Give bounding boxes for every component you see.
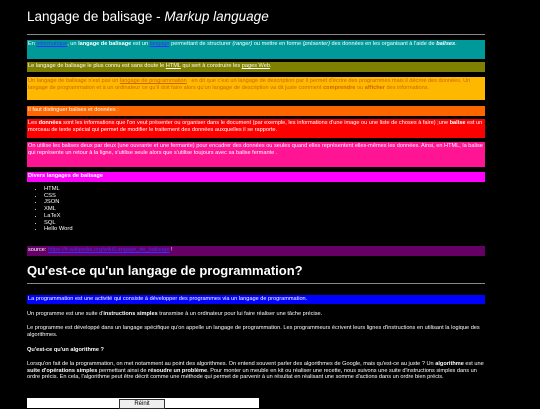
list-item: • CSS	[44, 193, 73, 200]
list-item: • HTML	[44, 186, 73, 193]
title-italic: Markup language	[164, 9, 269, 24]
distinguish-block: Il faut distinguer balises et données :	[27, 106, 485, 116]
link-langage-programmation[interactable]: langage de programmation	[119, 78, 187, 84]
paragraph-programme: Un programme est une suite d'instructions simples transmise à un ordinateur pour lui faire réaliser une tâche précise.	[27, 311, 323, 317]
programming-intro: La programmation est une activité qui consiste à développer des programmes via un langage de programmation.	[27, 295, 485, 304]
title-main: Langage de balisage -	[27, 9, 165, 24]
languages-list	[35, 186, 73, 233]
page-title	[27, 9, 269, 24]
link-informatique[interactable]: informatique	[36, 41, 68, 47]
reset-button[interactable]: Réinit	[119, 399, 165, 409]
list-item: • LaTeX	[44, 213, 73, 220]
html-note-block: Le langage de balisage le plus connu est sans doute le HTML qui sert à construire les pages Web.	[27, 62, 485, 72]
paragraph-langage: Le programme est développé dans un langage spécifique qu'on appelle un langage de programmation. Les programmeurs écrivent leurs lignes d'instructions en utilisant la logique des algorithmes.	[27, 325, 480, 338]
donnees-block: Les données sont les informations que l'on veut présenter ou organiser dans le document (par exemple, les informations d'une image ou une liste de choses à faire) ;une balise est un morceau de texte spécial qui permet de modifier le traitement des données auxquelles il se rapporte.	[27, 119, 485, 138]
link-pages-web[interactable]: pages Web	[241, 63, 270, 69]
intro-block: En informatique, un langage de balisage est un langage permettant de structurer (ranger) ou mettre en forme (présenter) des données en les organisant à l'aide de balises.	[27, 40, 485, 59]
balises-block: On utilise les balises deux par deux (une ouvrante et une fermante) pour encadrer des données ou seules quand elles représentent elles-mêmes les données. Ainsi, en HTML, la balise qui représente un retour à la ligne, s'utilise seule alors que s'utilise toujours avec sa balise fermante .	[27, 142, 485, 167]
list-item: • Hello Word	[44, 226, 73, 233]
list-item: • JSON	[44, 199, 73, 206]
reset-panel	[27, 398, 259, 408]
source-link[interactable]: https://fr.wikipedia.org/wiki/Langage_de_balisage	[47, 247, 170, 253]
title-divider	[27, 34, 485, 35]
list-item: • SQL	[44, 220, 73, 227]
section-title: Qu'est-ce qu'un langage de programmation?	[27, 263, 303, 278]
divers-heading-block: Divers langages de balisage	[27, 172, 485, 182]
section-divider	[27, 283, 485, 284]
definition-block: Un langage de balisage n'est pas un langage de programmation : en dit que c'est un langage de description par il permet d'écrire des programmes mais il décrire des données. Un langage de programmation et à un ordinateur ce qu'il doit faire alors qu'un langage de description va dit juste comment comprendre ou afficher des informations.	[27, 77, 485, 100]
link-html[interactable]: HTML	[165, 63, 181, 69]
algorithm-heading: Qu'est-ce qu'un algorithme ?	[27, 347, 104, 353]
link-langage[interactable]: langage	[149, 41, 170, 47]
source-block: source: https://fr.wikipedia.org/wiki/Langage_de_balisage !	[27, 246, 485, 256]
list-item: • XML	[44, 206, 73, 213]
paragraph-algorithme: Lorsqu'on fait de la programmation, on met notamment au point des algorithmes. On entend souvent parler des algorithmes de Google, mais qu'est-ce au juste ? Un algorithme est une suite d'opérations simples permettant ainsi de résoudre un problème. Pour monter un meuble en kit ou réaliser une recette, nous suivons une suite d'instructions simples dans un ordre précis. En cela, l'algorithme peut être décrit comme une méthode qui permet de parvenir à un résultat en réalisant une somme d'actions dans un ordre bien précis.	[27, 361, 484, 381]
